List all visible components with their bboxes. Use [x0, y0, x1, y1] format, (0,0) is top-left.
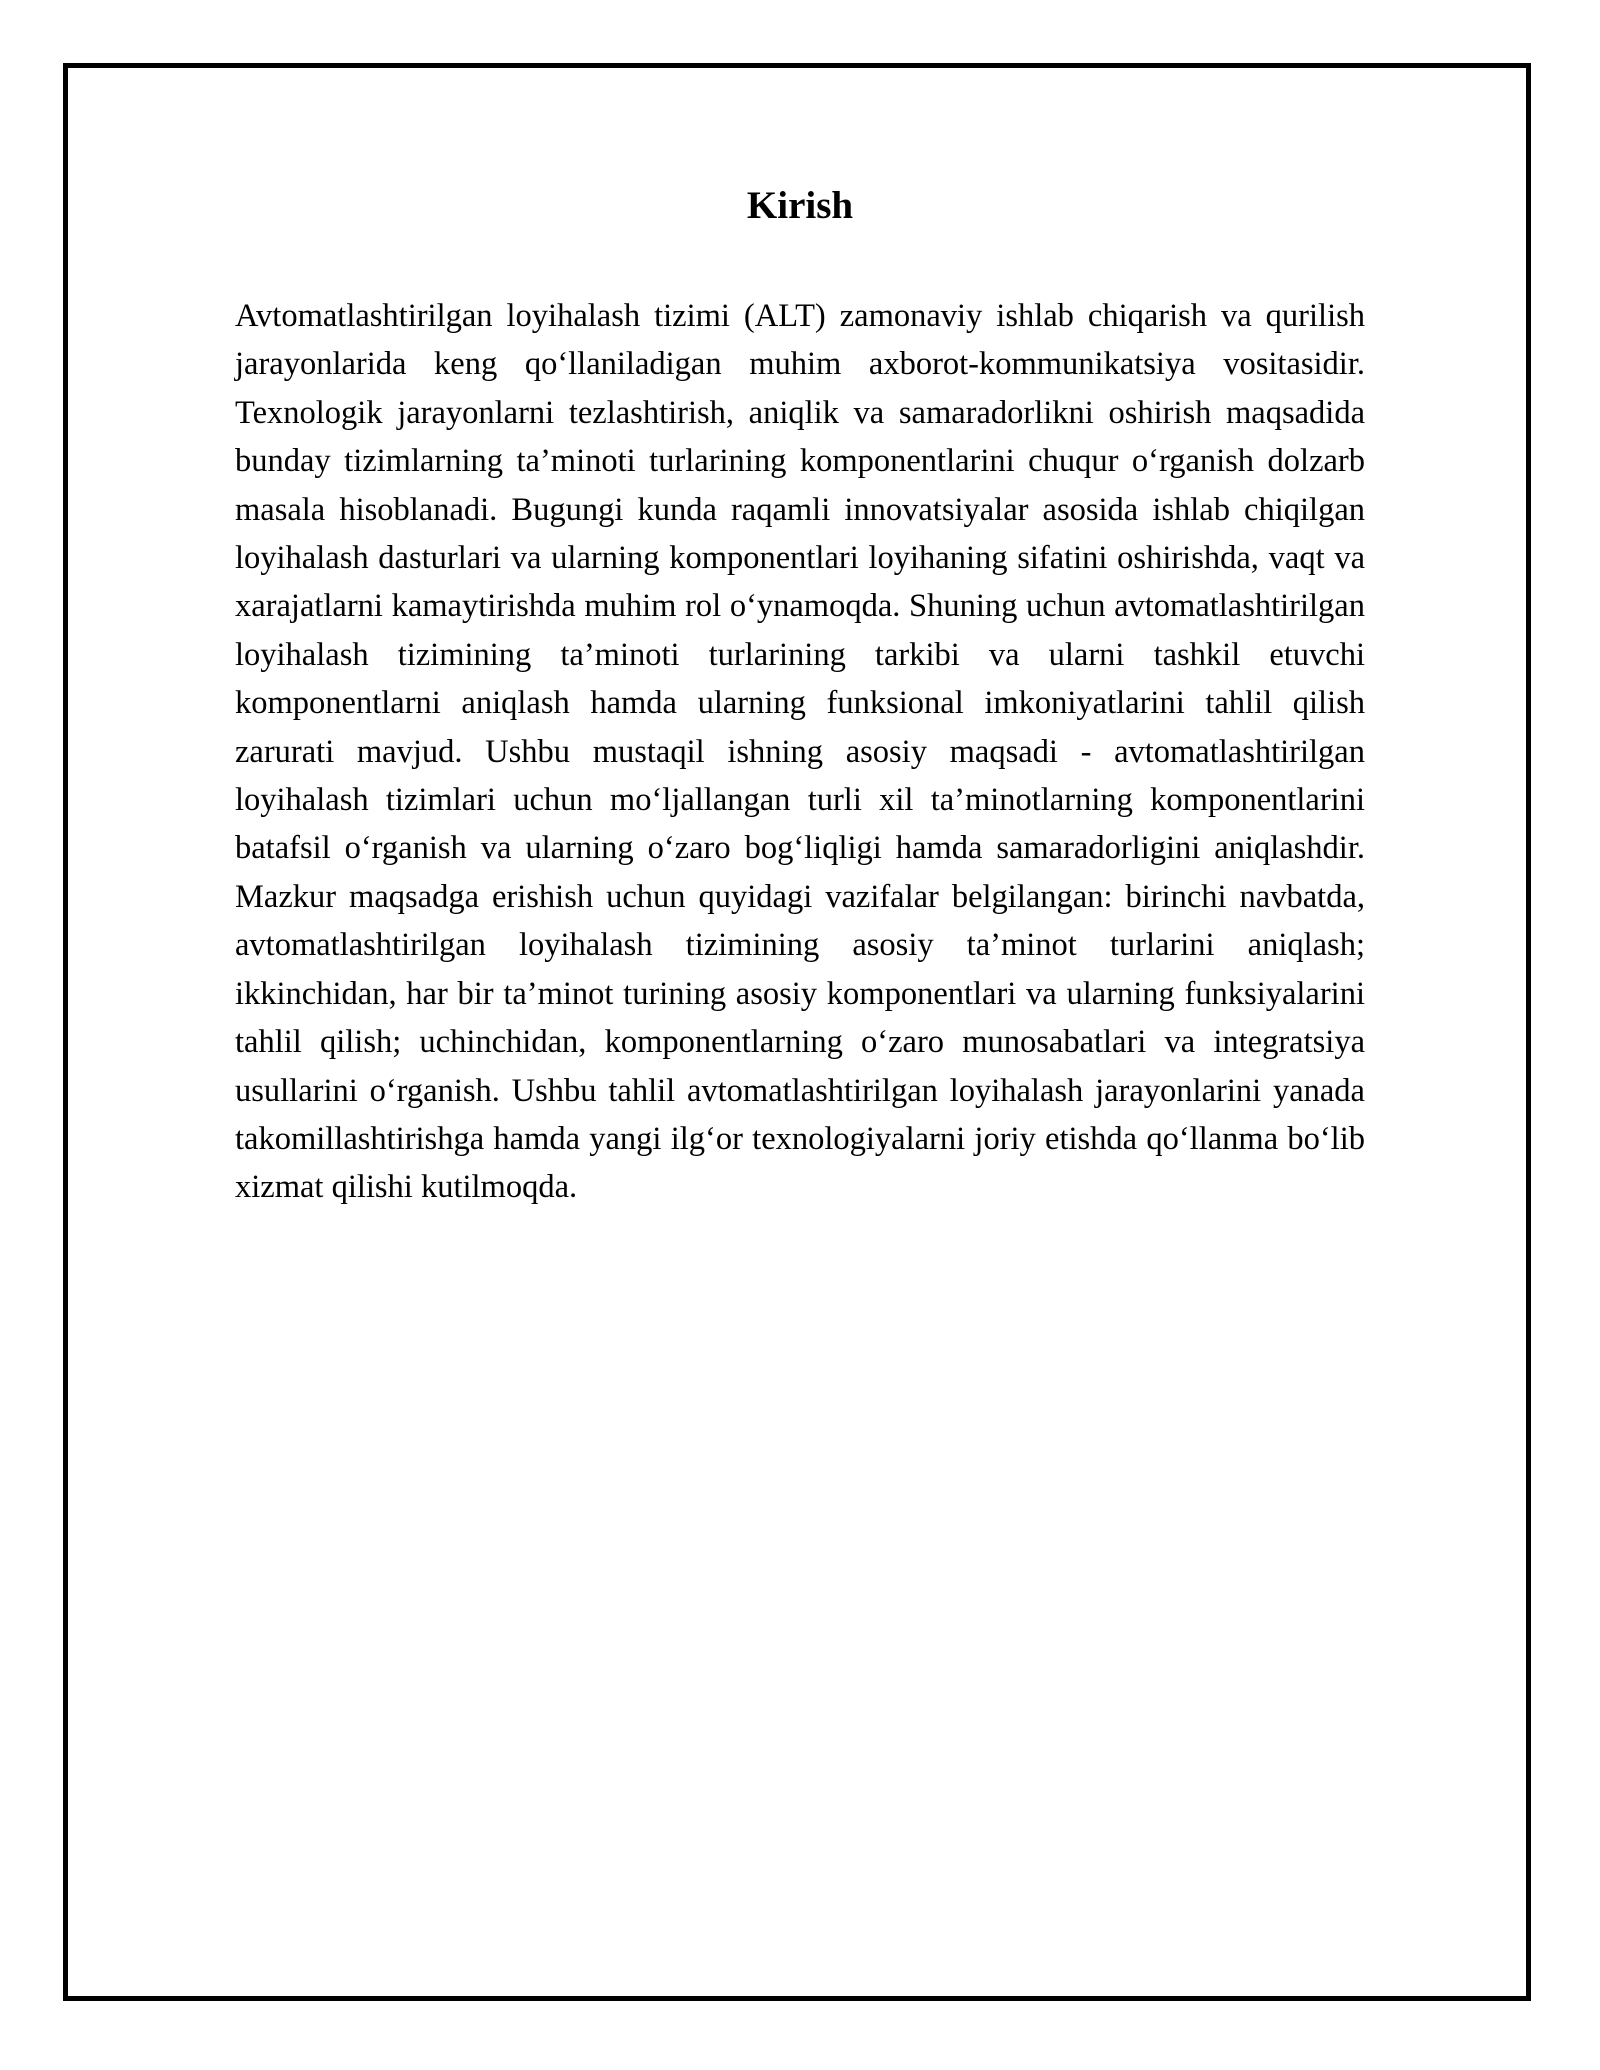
body-paragraph: Avtomatlashtirilgan loyihalash tizimi (ALT) zamonaviy ishlab chiqarish va qurilish jarayonlarida keng qo‘llaniladigan muhim axborot-kommunikatsiya vositasidir. Texnologik jarayonlarni tezlashtirish, aniqlik va samaradorlikni oshirish maqsadida bunday tizimlarning ta’minoti turlarining komponentlarini chuqur o‘rganish dolzarb masala hisoblanadi. Bugungi kunda raqamli innovatsiyalar asosida ishlab chiqilgan loyihalash dasturlari va ularning komponentlari loyihaning sifatini oshirishda, vaqt va xarajatlarni kamaytirishda muhim rol o‘ynamoqda. Shuning uchun avtomatlashtirilgan loyihalash tizimining ta’minoti turlarining tarkibi va ularni tashkil etuvchi komponentlarni aniqlash hamda ularning funksional imkoniyatlarini tahlil qilish zarurati mavjud. Ushbu mustaqil ishning asosiy maqsadi - avtomatlashtirilgan loyihalash tizimlari uchun mo‘ljallangan turli xil ta’minotlarning komponentlarini batafsil o‘rganish va ularning o‘zaro bog‘liqligi hamda samaradorligini aniqlashdir. Mazkur maqsadga erishish uchun quyidagi vazifalar belgilangan: birinchi navbatda, avtomatlashtirilgan loyihalash tizimining asosiy ta’minot turlarini aniqlash; ikkinchidan, har bir ta’minot turining asosiy komponentlari va ularning funksiyalarini tahlil qilish; uchinchidan, komponentlarning o‘zaro munosabatlari va integratsiya usullarini o‘rganish. Ushbu tahlil avtomatlashtirilgan loyihalash jarayonlarini yanada takomillashtirishga hamda yangi ilg‘or texnologiyalarni joriy etishda qo‘llanma bo‘lib xizmat qilishi kutilmoqda. [235, 298, 1365, 1206]
page-title: Kirish [746, 184, 854, 227]
